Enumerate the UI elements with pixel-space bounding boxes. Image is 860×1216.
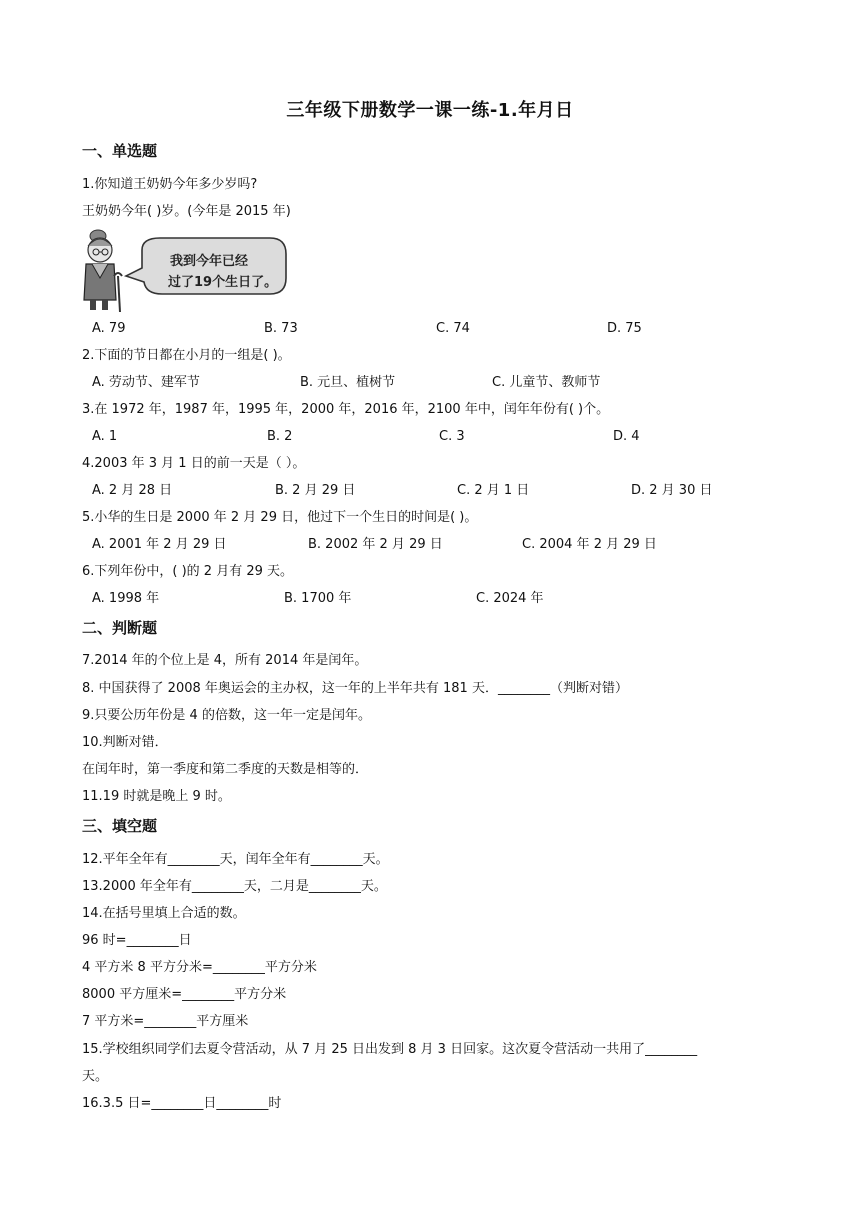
question-1-text: 1.你知道王奶奶今年多少岁吗? <box>82 177 258 192</box>
option-d[interactable]: D. 75 <box>607 321 642 336</box>
question-7-text: 7.2014 年的个位上是 4，所有 2014 年是闰年。 <box>82 653 368 668</box>
option-c[interactable]: C. 2004 年 2 月 29 日 <box>522 537 657 552</box>
section-heading-true-false: 二、判断题 <box>82 619 158 637</box>
option-c[interactable]: C. 74 <box>436 321 470 336</box>
option-a[interactable]: A. 劳动节、建军节 <box>92 375 200 390</box>
section-heading-single-choice: 一、单选题 <box>82 142 158 160</box>
question-14-part-3: 8000 平方厘米=________平方分米 <box>82 987 287 1002</box>
speech-bubble-line-2: 过了19个生日了。 <box>168 275 278 290</box>
question-2-text: 2.下面的节日都在小月的一组是( )。 <box>82 348 291 363</box>
question-8-text: 8. 中国获得了 2008 年奥运会的主办权，这一年的上半年共有 181 天．________（判断对错） <box>82 681 628 696</box>
option-b[interactable]: B. 73 <box>264 321 298 336</box>
option-b[interactable]: B. 元旦、植树节 <box>300 375 396 390</box>
question-6-options <box>92 590 792 608</box>
grandma-illustration <box>80 228 290 314</box>
option-c[interactable]: C. 2 月 1 日 <box>457 483 530 498</box>
question-4-text: 4.2003 年 3 月 1 日的前一天是（ ）。 <box>82 456 306 471</box>
question-11-text: 11.19 时就是晚上 9 时。 <box>82 789 231 804</box>
option-a[interactable]: A. 2001 年 2 月 29 日 <box>92 537 227 552</box>
question-13-text: 13.2000 年全年有________天，二月是________天。 <box>82 879 387 894</box>
option-d[interactable]: D. 2 月 30 日 <box>631 483 713 498</box>
option-b[interactable]: B. 2 月 29 日 <box>275 483 356 498</box>
option-b[interactable]: B. 2002 年 2 月 29 日 <box>308 537 443 552</box>
question-15-continued: 天。 <box>82 1069 109 1084</box>
question-14-part-4: 7 平方米=________平方厘米 <box>82 1014 249 1029</box>
question-1-options <box>92 320 792 338</box>
question-3-options <box>92 428 792 446</box>
option-c[interactable]: C. 儿童节、教师节 <box>492 375 601 390</box>
question-16-text: 16.3.5 日=________日________时 <box>82 1096 282 1111</box>
question-4-options <box>92 482 792 500</box>
question-10-statement: 在闰年时，第一季度和第二季度的天数是相等的． <box>82 762 369 777</box>
section-heading-fill-blank: 三、填空题 <box>82 817 158 835</box>
speech-bubble-line-1: 我到今年已经 <box>170 254 249 269</box>
question-3-text: 3.在 1972 年，1987 年，1995 年，2000 年，2016 年，2100 年中，闰年年份有( )个。 <box>82 402 610 417</box>
question-9-text: 9.只要公历年份是 4 的倍数，这一年一定是闰年。 <box>82 708 371 723</box>
question-6-text: 6.下列年份中，( )的 2 月有 29 天。 <box>82 564 294 579</box>
question-5-text: 5.小华的生日是 2000 年 2 月 29 日，他过下一个生日的时间是( )。 <box>82 510 478 525</box>
question-2-options <box>92 374 792 392</box>
page-title: 三年级下册数学一课一练-1.年月日 <box>286 100 574 121</box>
question-15-text: 15.学校组织同学们去夏令营活动，从 7 月 25 日出发到 8 月 3 日回家。这次夏令营活动一共用了________ <box>82 1042 698 1057</box>
question-14-text: 14.在括号里填上合适的数。 <box>82 906 246 921</box>
option-b[interactable]: B. 1700 年 <box>284 591 352 606</box>
option-a[interactable]: A. 2 月 28 日 <box>92 483 173 498</box>
question-14-part-1: 96 时=________日 <box>82 933 192 948</box>
option-a[interactable]: A. 1 <box>92 429 118 444</box>
question-10-text: 10.判断对错． <box>82 735 168 750</box>
option-c[interactable]: C. 3 <box>439 429 465 444</box>
question-5-options <box>92 536 792 554</box>
option-b[interactable]: B. 2 <box>267 429 293 444</box>
question-1-subtext: 王奶奶今年( )岁。(今年是 2015 年) <box>82 204 291 219</box>
question-14-part-2: 4 平方米 8 平方分米=________平方分米 <box>82 960 317 975</box>
option-a[interactable]: A. 79 <box>92 321 126 336</box>
question-12-text: 12.平年全年有________天，闰年全年有________天。 <box>82 852 389 867</box>
option-d[interactable]: D. 4 <box>613 429 640 444</box>
option-c[interactable]: C. 2024 年 <box>476 591 544 606</box>
option-a[interactable]: A. 1998 年 <box>92 591 160 606</box>
